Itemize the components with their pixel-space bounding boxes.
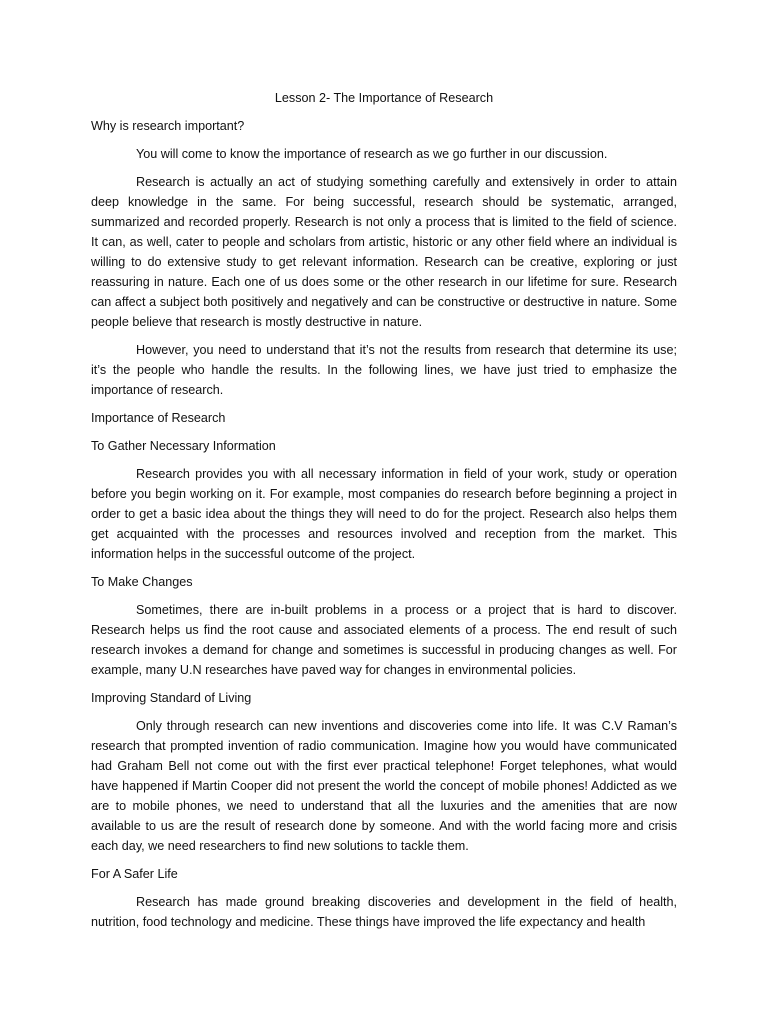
paragraph-definition: Research is actually an act of studying something carefully and extensively in order to attain deep knowledge in the same. For being successful, research should be systematic, arranged, summarized and recorded properly. Research is not only a process that is limited to the field of science. It can, as well, cater to people and scholars from artistic, historic or any other field where an individual is willing to do extensive study to get relevant information. Research can be creative, exploring or just reassuring in nature. Each one of us does some or the other research in our lifetime for sure. Research can affect a subject both positively and negatively and can be constructive or destructive in nature. Some people believe that research is mostly destructive in nature. [91, 175, 677, 329]
heading-importance: Importance of Research [91, 411, 226, 425]
document-page [91, 88, 677, 940]
heading-standard-of-living: Improving Standard of Living [91, 691, 252, 705]
document-title: Lesson 2- The Importance of Research [274, 91, 494, 105]
heading-gather-information: To Gather Necessary Information [91, 439, 276, 453]
paragraph-safer-life: Research has made ground breaking discoveries and development in the field of health, nutrition, food technology and medicine. These things have improved the life expectancy and health [91, 895, 677, 929]
paragraph-results-use: However, you need to understand that it’s not the results from research that determine its use; it’s the people who handle the results. In the following lines, we have just tried to emphasize the importance of research. [91, 343, 677, 397]
paragraph-intro: You will come to know the importance of research as we go further in our discussion. [136, 147, 608, 161]
paragraph-standard-of-living: Only through research can new inventions and discoveries come into life. It was C.V Raman’s research that prompted invention of radio communication. Imagine how you would have communicated had Graham Bell not come out with the first ever practical telephone! Forget telephones, what would have happened if Martin Cooper did not present the world the concept of mobile phones! Addicted as we are to mobile phones, we need to understand that all the luxuries and the amenities that are now available to us are the result of research done by someone. And with the world facing more and crisis each day, we need researchers to find new solutions to tackle them. [91, 719, 677, 853]
paragraph-make-changes: Sometimes, there are in-built problems in a process or a project that is hard to discover. Research helps us find the root cause and associated elements of a process. The end result of such research invokes a demand for change and sometimes is successful in producing changes as well. For example, many U.N researches have paved way for changes in environmental policies. [91, 603, 677, 677]
heading-make-changes: To Make Changes [91, 575, 193, 589]
heading-why-research: Why is research important? [91, 119, 245, 133]
heading-safer-life: For A Safer Life [91, 867, 178, 881]
paragraph-gather-information: Research provides you with all necessary information in field of your work, study or operation before you begin working on it. For example, most companies do research before beginning a project in order to get a basic idea about the things they will need to do for the project. Research also helps them get acquainted with the processes and resources involved and reception from the market. This information helps in the successful outcome of the project. [91, 467, 677, 561]
